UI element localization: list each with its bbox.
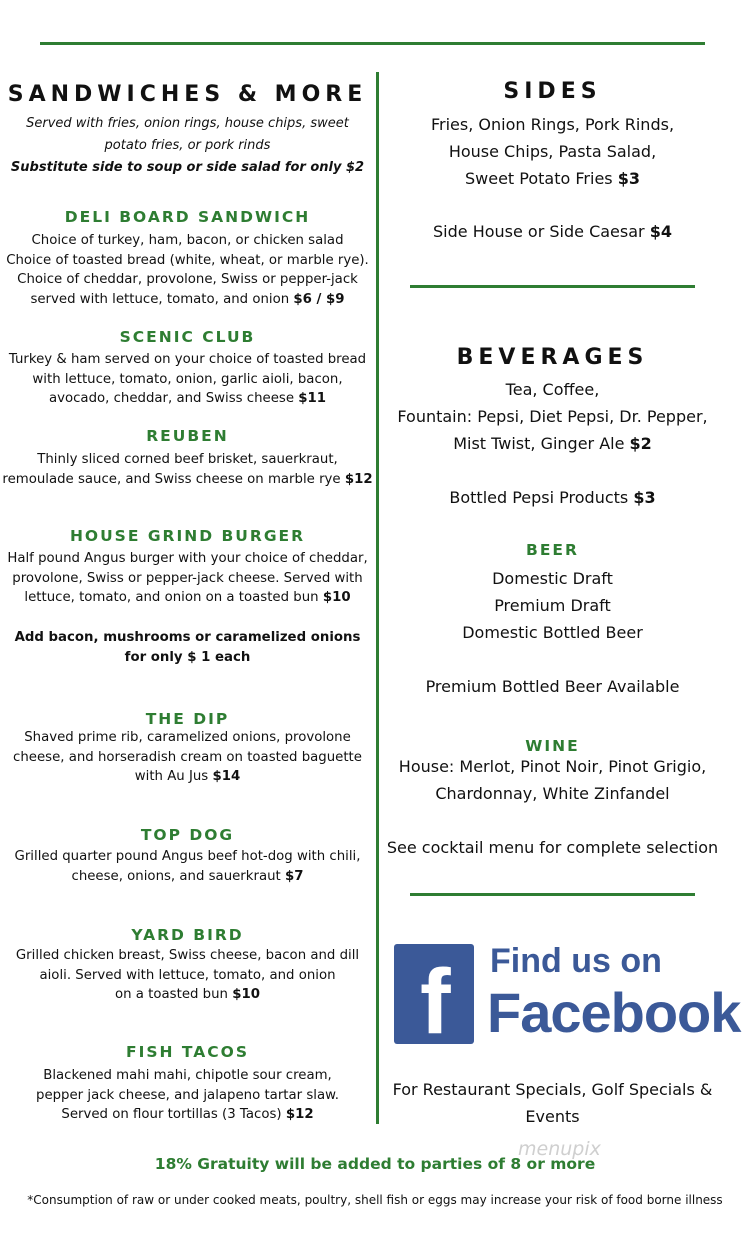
health-footnote: *Consumption of raw or under cooked meats, poultry, shell fish or eggs may increase your risk of food borne illness bbox=[27, 1193, 723, 1207]
beer-line: Domestic Draft bbox=[492, 569, 613, 588]
item-title: YARD BIRD bbox=[131, 926, 244, 944]
item-desc-line: Half pound Angus burger with your choice of cheddar, bbox=[7, 551, 368, 566]
wine-line: House: Merlot, Pinot Noir, Pinot Grigio, bbox=[398, 757, 707, 776]
sides-price: $3 bbox=[617, 169, 640, 188]
sides-list bbox=[380, 111, 725, 192]
sides-line-with-price bbox=[380, 165, 725, 192]
item-desc-line: provolone, Swiss or pepper-jack cheese. Served with bbox=[12, 570, 363, 586]
bev-line: Tea, Coffee, bbox=[505, 380, 600, 399]
item-desc-line-with-price bbox=[0, 985, 375, 1005]
sides-line: House Chips, Pasta Salad, bbox=[448, 142, 657, 161]
specials-line: For Restaurant Specials, Golf Specials & bbox=[392, 1080, 713, 1099]
item-price: $7 bbox=[284, 868, 304, 884]
item-price: $12 bbox=[344, 471, 373, 487]
item-desc-line: with lettuce, tomato, onion, garlic aioli, bacon, bbox=[32, 371, 343, 387]
item-desc-line: Choice of cheddar, provolone, Swiss or pepper-jack bbox=[17, 272, 358, 288]
item-desc bbox=[0, 728, 375, 787]
watermark: menupix bbox=[518, 1138, 601, 1160]
item-desc-line: served with lettuce, tomato, and onion bbox=[30, 292, 290, 308]
specials-note bbox=[380, 1076, 725, 1130]
item-desc bbox=[0, 450, 375, 489]
bottled-pepsi bbox=[380, 484, 725, 511]
item-desc-line-with-price bbox=[0, 389, 375, 409]
bev-line-with-price bbox=[380, 430, 725, 457]
sides-line: Sweet Potato Fries bbox=[465, 169, 613, 188]
item-desc-line: with Au Jus bbox=[134, 769, 209, 785]
item-desc-line: Grilled chicken breast, Swiss cheese, bacon and dill bbox=[15, 948, 360, 963]
item-desc bbox=[0, 549, 375, 608]
bottled-price: $3 bbox=[633, 488, 656, 507]
item-desc-line-with-price bbox=[0, 767, 375, 787]
facebook-wordmark[interactable]: Facebook bbox=[487, 981, 741, 1044]
item-desc-line-with-price bbox=[0, 470, 375, 490]
item-desc bbox=[0, 350, 375, 409]
side-salad-price: $4 bbox=[649, 222, 672, 241]
item-title: HOUSE GRIND BURGER bbox=[69, 527, 306, 545]
item-desc-line: Grilled quarter pound Angus beef hot-dog with chili, bbox=[14, 849, 361, 864]
item-title: SCENIC CLUB bbox=[119, 328, 256, 346]
beer-line: Premium Draft bbox=[494, 596, 611, 615]
beverages-title: BEVERAGES bbox=[456, 345, 649, 370]
specials-line: Events bbox=[525, 1107, 580, 1126]
side-salad-text: Side House or Side Caesar bbox=[433, 222, 645, 241]
item-desc-line: Shaved prime rib, caramelized onions, provolone bbox=[24, 730, 351, 745]
item-desc-line-with-price bbox=[0, 867, 375, 887]
substitute-note bbox=[0, 157, 375, 179]
item-desc bbox=[0, 231, 375, 310]
sandwiches-intro-line2: potato fries, or pork rinds bbox=[104, 138, 271, 153]
item-desc-line: cheese, and horseradish cream on toasted baguette bbox=[13, 749, 362, 765]
wine-line: Chardonnay, White Zinfandel bbox=[435, 784, 670, 803]
item-price: $12 bbox=[285, 1107, 314, 1123]
item-desc-line: avocado, cheddar, and Swiss cheese bbox=[48, 391, 295, 407]
item-title: TOP DOG bbox=[140, 826, 235, 844]
item-desc bbox=[0, 1066, 375, 1125]
item-title: FISH TACOS bbox=[126, 1043, 249, 1061]
bev-line: Fountain: Pepsi, Diet Pepsi, Dr. Pepper, bbox=[397, 407, 708, 426]
item-desc-line: Blackened mahi mahi, chipotle sour cream, bbox=[43, 1068, 332, 1083]
item-desc bbox=[0, 847, 375, 886]
cocktail-note: See cocktail menu for complete selection bbox=[386, 838, 719, 857]
sandwiches-title: SANDWICHES & MORE bbox=[7, 82, 368, 107]
item-desc-line: Turkey & ham served on your choice of toasted bread bbox=[8, 352, 367, 367]
facebook-f-glyph: f bbox=[420, 951, 451, 1053]
facebook-icon[interactable] bbox=[394, 944, 474, 1053]
item-desc-line: cheese, onions, and sauerkraut bbox=[71, 868, 281, 884]
item-desc bbox=[0, 946, 375, 1005]
wine-title: WINE bbox=[525, 737, 580, 755]
sides-title: SIDES bbox=[503, 79, 602, 104]
item-price: $10 bbox=[232, 987, 260, 1003]
substitute-note-text: Substitute side to soup or side salad for only $2 bbox=[10, 160, 365, 175]
beer-list bbox=[380, 565, 725, 646]
item-desc-line-with-price bbox=[0, 290, 375, 310]
item-desc-line: Choice of toasted bread (white, wheat, or marble rye). bbox=[6, 252, 369, 268]
item-title: REUBEN bbox=[146, 427, 229, 445]
addon-line: Add bacon, mushrooms or caramelized onions bbox=[14, 630, 361, 645]
facebook-find-us[interactable]: Find us on bbox=[490, 942, 662, 980]
item-desc-line-with-price bbox=[0, 588, 375, 608]
item-price: $11 bbox=[298, 391, 327, 407]
item-title: DELI BOARD SANDWICH bbox=[64, 208, 311, 226]
item-desc-line-with-price bbox=[0, 1105, 375, 1125]
bev-line: Mist Twist, Ginger Ale bbox=[453, 434, 625, 453]
bev-price: $2 bbox=[629, 434, 652, 453]
side-salad bbox=[380, 218, 725, 245]
item-price: $10 bbox=[322, 590, 351, 606]
item-desc-line: Thinly sliced corned beef brisket, sauerkraut, bbox=[37, 452, 338, 467]
addon-line: for only $ 1 each bbox=[124, 649, 251, 665]
item-price: $6 / $9 bbox=[293, 292, 345, 308]
item-desc-line: remoulade sauce, and Swiss cheese on marble rye bbox=[2, 471, 341, 487]
beer-title: BEER bbox=[526, 541, 579, 559]
beer-line: Domestic Bottled Beer bbox=[462, 623, 643, 642]
beverages-list bbox=[380, 376, 725, 457]
item-desc-line: on a toasted bun bbox=[115, 987, 228, 1003]
item-desc-line: lettuce, tomato, and onion on a toasted bun bbox=[24, 590, 319, 606]
item-title: THE DIP bbox=[145, 710, 230, 728]
item-desc-line: Served on flour tortillas (3 Tacos) bbox=[61, 1107, 282, 1123]
item-desc-line: Choice of turkey, ham, bacon, or chicken salad bbox=[31, 233, 344, 248]
item-price: $14 bbox=[212, 769, 241, 785]
wine-list bbox=[380, 753, 725, 807]
item-desc-line: aioli. Served with lettuce, tomato, and onion bbox=[39, 967, 336, 983]
left-column bbox=[0, 0, 375, 1140]
bottled-text: Bottled Pepsi Products bbox=[449, 488, 629, 507]
column-divider bbox=[376, 72, 379, 1124]
sandwiches-intro-line1: Served with fries, onion rings, house chips, sweet bbox=[26, 116, 349, 131]
gratuity-note: 18% Gratuity will be added to parties of 8 or more bbox=[154, 1155, 596, 1173]
item-desc-line: pepper jack cheese, and jalapeno tartar slaw. bbox=[36, 1087, 339, 1103]
beer-premium: Premium Bottled Beer Available bbox=[425, 677, 680, 696]
addon-note bbox=[0, 628, 375, 667]
sides-line: Fries, Onion Rings, Pork Rinds, bbox=[430, 115, 675, 134]
